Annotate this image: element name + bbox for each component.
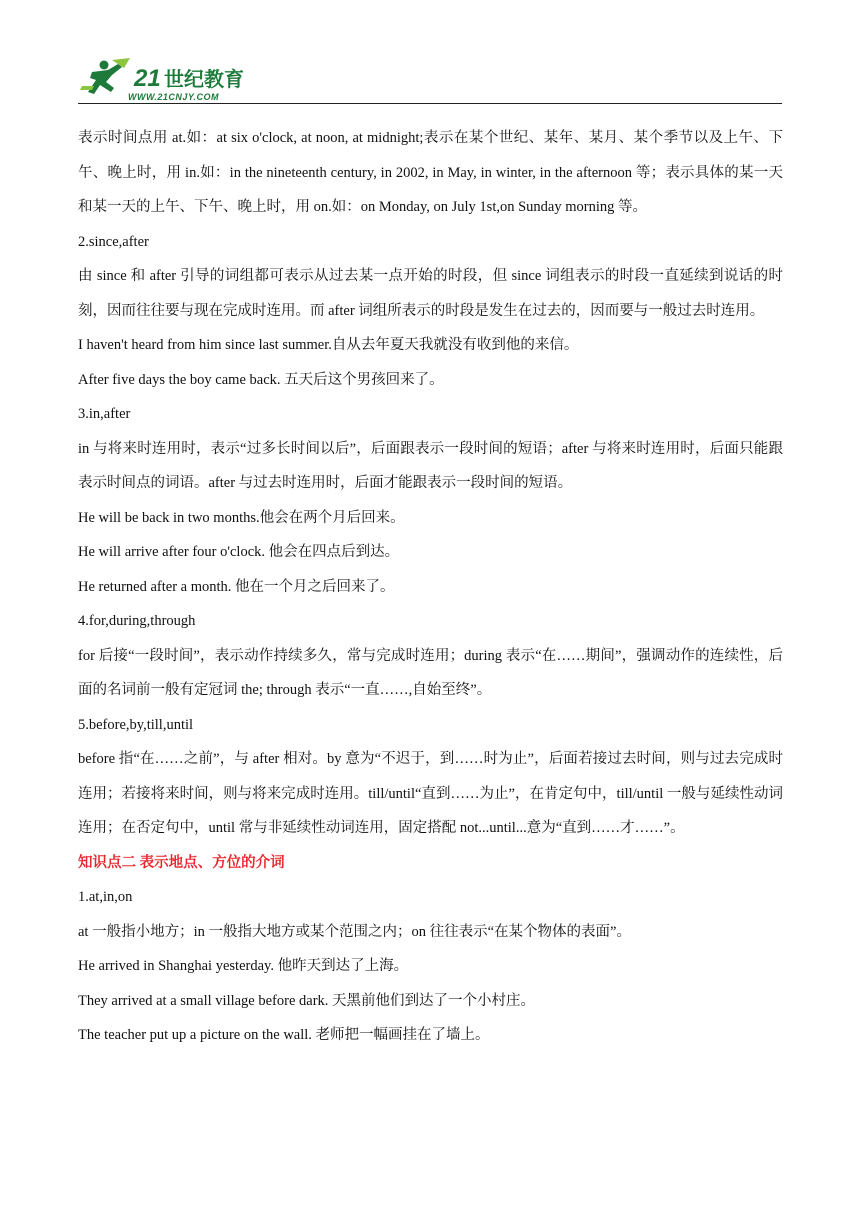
svg-text:WWW.21CNJY.COM: WWW.21CNJY.COM	[128, 92, 220, 102]
example-wall: The teacher put up a picture on the wall. 老师把一幅画挂在了墙上。	[78, 1027, 490, 1043]
subheading-before-by-till-until: 5.before,by,till,until	[78, 716, 194, 733]
subheading-since-after: 2.since,after	[78, 233, 149, 250]
paragraph-time-points: 表示时间点用 at.如：at six o'clock, at noon, at midnight;表示在某个世纪、某年、某月、某个季节以及上午、下午、晚上时，用 in.如：in the nineteenth century, in 2002, in May, in winter, in the afternoon 等；表示具体的某一天和某一天的上午、下午、晚上时，用 on.如：on Monday, on July 1st,on Sunday morning 等。	[78, 130, 783, 215]
page-header	[78, 56, 782, 106]
subheading-in-after: 3.in,after	[78, 406, 131, 422]
paragraph-since-after: 由 since 和 after 引导的词组都可表示从过去某一点开始的时段，但 since 词组表示的时段一直延续到说话的时刻，因而往往要与现在完成时连用。而 after 词组所表示的时段是发生在过去的，因而要与一般过去时连用。	[78, 268, 783, 319]
example-after-four: He will arrive after four o'clock. 他会在四点后到达。	[78, 544, 400, 560]
runner-icon	[80, 58, 130, 94]
header-divider	[78, 103, 782, 104]
example-after-month: He returned after a month. 他在一个月之后回来了。	[78, 578, 395, 595]
example-in-months: He will be back in two months.他会在两个月后回来。	[78, 509, 405, 526]
section-title-place-prepositions: 知识点二 表示地点、方位的介词	[78, 854, 285, 871]
paragraph-for-during-through: for 后接“一段时间”，表示动作持续多久，常与完成时连用；during 表示“在……期间”，强调动作的连续性，后面的名词前一般有定冠词 the; through 表示“一直……,自始至终”。	[78, 647, 783, 698]
example-since: I haven't heard from him since last summer.自从去年夏天我就没有收到他的来信。	[78, 337, 579, 353]
example-shanghai: He arrived in Shanghai yesterday. 他昨天到达了上海。	[78, 958, 409, 974]
example-after: After five days the boy came back. 五天后这个男孩回来了。	[78, 371, 444, 388]
subheading-at-in-on: 1.at,in,on	[78, 889, 133, 905]
paragraph-in-after: in 与将来时连用时，表示“过多长时间以后”，后面跟表示一段时间的短语；after 与将来时连用时，后面只能跟表示时间点的词语。after 与过去时连用时，后面才能跟表示一段时间的短语。	[78, 440, 783, 491]
svg-text:21: 21	[134, 65, 161, 92]
paragraph-before-by-till-until: before 指“在……之前”，与 after 相对。by 意为“不迟于，到……时为止”，后面若接过去时间，则与过去完成时连用；若接将来时间，则与将来完成时连用。till/until“直到……为止”，在肯定句中，till/until 一般与延续性动词连用；在否定句中，until 常与非延续性动词连用，固定搭配 not...until...意为“直到……才……”。	[78, 751, 783, 836]
21cnjy-logo	[78, 56, 258, 104]
example-village: They arrived at a small village before dark. 天黑前他们到达了一个小村庄。	[78, 992, 536, 1009]
subheading-for-during-through: 4.for,during,through	[78, 613, 196, 629]
paragraph-at-in-on: at 一般指小地方；in 一般指大地方或某个范围之内；on 往往表示“在某个物体的表面”。	[78, 923, 631, 940]
document-body	[78, 121, 783, 1053]
svg-text:世纪教育: 世纪教育	[164, 67, 244, 91]
